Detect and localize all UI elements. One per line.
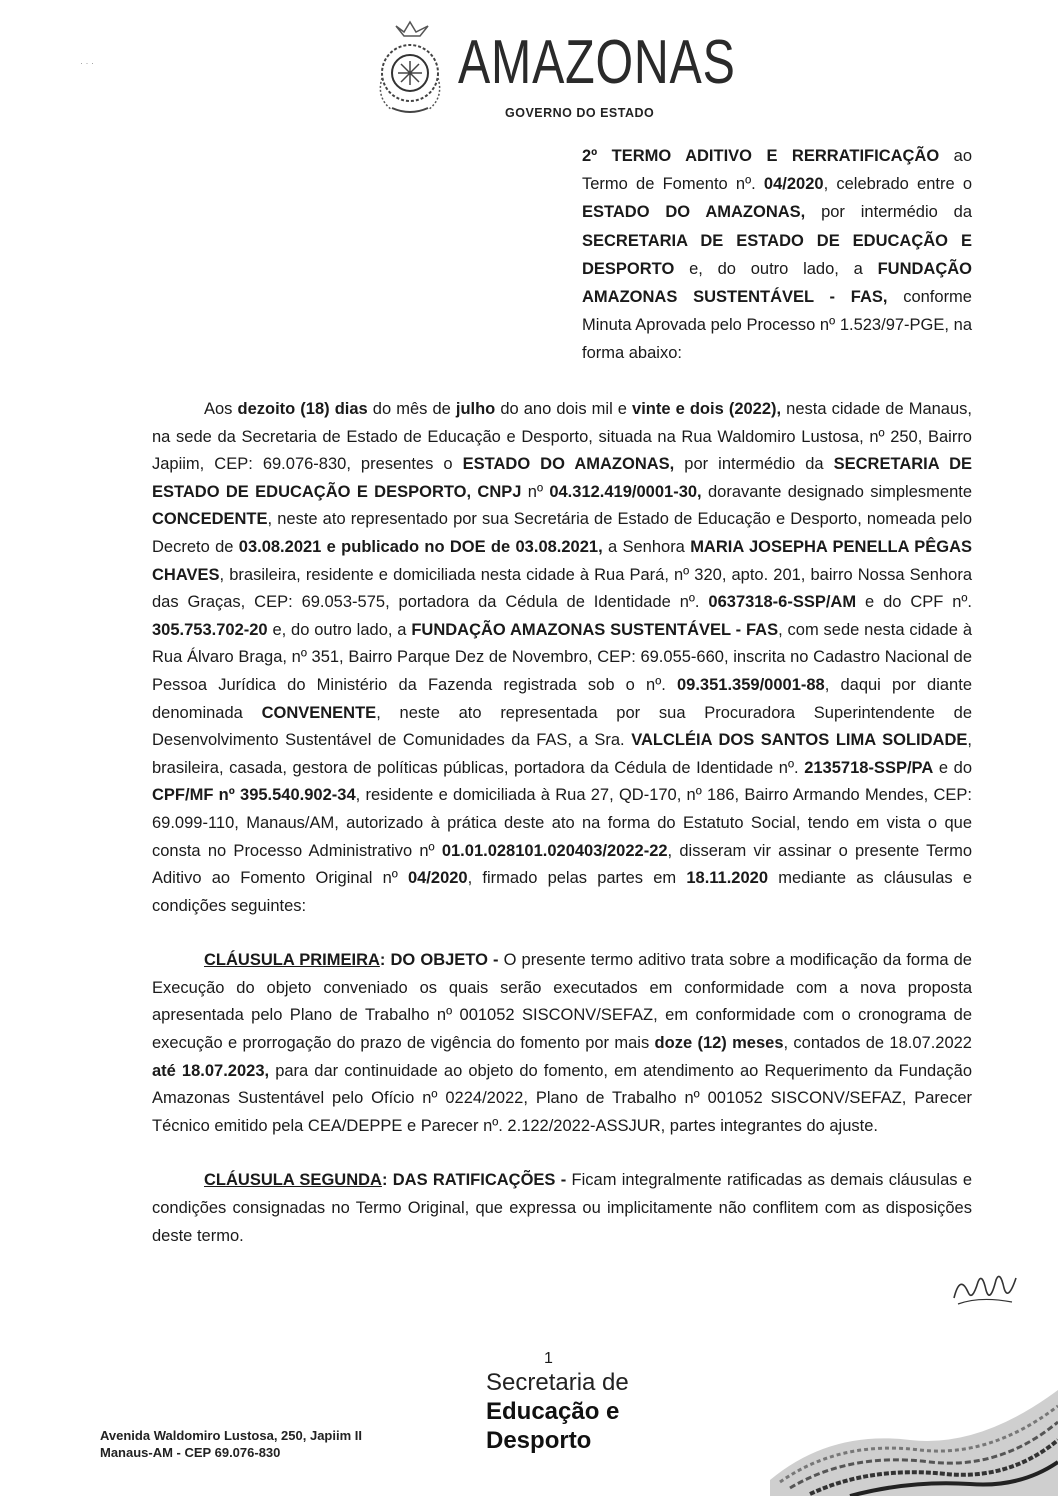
document-body — [152, 396, 972, 1250]
text-span: doravante designado simplesmente — [701, 482, 973, 501]
text-span: para dar continuidade ao objeto do fomento, em atendimento ao Requerimento da Fundação Amazonas Sustentável pelo Ofício nº 0224/2022, Plano de Trabalho nº 001052 SISCONV/SEFAZ, Parecer Técnico emitido pela CEA/DEPPE e Parecer nº. 2.122/2022-ASSJUR, partes integrantes do ajuste. — [152, 1061, 972, 1135]
bold-span: dezoito (18) dias — [237, 400, 368, 418]
bold-span: CPF/MF nº 395.540.902-34 — [152, 786, 356, 805]
clause-title: CLÁUSULA SEGUNDA — [204, 1171, 382, 1190]
page-number: 1 — [544, 1350, 553, 1367]
ementa-text: conforme Minuta Aprovada pelo Processo nº 1.523/97-PGE, na forma abaixo: — [582, 288, 972, 363]
text-span: , disseram vir assinar o presente Termo Aditivo ao Fomento Original nº — [152, 841, 972, 888]
marginal-marks: · · · — [80, 58, 94, 68]
text-span: por intermédio da — [674, 455, 834, 474]
clause-second — [152, 1167, 972, 1250]
text-span: , brasileira, casada, gestora de políticas públicas, portadora da Cédula de Identidade nº. — [152, 731, 972, 777]
text-span: Ficam integralmente ratificadas as demais cláusulas e condições consignadas no Termo Original, que expressa ou implicitamente não conflitem com as disposições deste termo. — [152, 1171, 973, 1245]
bold-span: CONVENENTE — [261, 703, 377, 722]
seduc-logo-line: Educação e — [486, 1398, 620, 1425]
state-brand-name: AMAZONAS — [458, 28, 736, 97]
ementa-text: e, do outro lado, a — [674, 259, 878, 278]
text-span: e, do outro lado, a — [267, 620, 412, 639]
state-coat-of-arms-icon — [370, 18, 450, 118]
text-span: mediante as cláusulas e condições seguintes: — [152, 869, 972, 915]
clause-subtitle: : DO OBJETO - — [379, 951, 499, 970]
text-span: e do — [933, 758, 972, 777]
clause-first — [152, 947, 972, 1140]
ementa-party: FUNDAÇÃO AMAZONAS SUSTENTÁVEL - FAS, — [582, 259, 972, 307]
bold-span: 0637318-6-SSP/AM — [708, 593, 857, 612]
ementa-text: por intermédio da — [805, 203, 972, 222]
bold-span: 2135718-SSP/PA — [804, 758, 934, 777]
text-span: , contados de 18.07.2022 — [783, 1034, 972, 1053]
address-line: Manaus-AM - CEP 69.076-830 — [100, 1445, 281, 1460]
header — [370, 10, 736, 125]
ementa-term-number: 04/2020 — [763, 175, 824, 194]
ementa-party: ESTADO DO AMAZONAS, — [582, 203, 806, 222]
ementa-text: ao Termo de Fomento nº. — [582, 147, 972, 194]
text-span: , daqui por diante denominada — [152, 675, 972, 722]
text-span: do mês de — [367, 400, 456, 418]
text-span: , neste ato representada por sua Procuradora Superintendente de Desenvolvimento Sustentável de Comunidades da FAS, a Sra. — [152, 703, 972, 750]
seduc-logo — [486, 1368, 629, 1455]
text-span: , com sede nesta cidade à Rua Álvaro Braga, nº 351, Bairro Parque Dez de Novembro, CEP: 69.055-660, inscrita no Cadastro Nacional de Pessoa Jurídica do Ministério da Fazenda registrada sob o nº. — [152, 620, 972, 694]
bold-span: vinte e dois (2022), — [632, 400, 782, 418]
ementa — [582, 142, 972, 368]
state-brand-subtitle: GOVERNO DO ESTADO — [505, 106, 655, 120]
text-span: , firmado pelas partes em — [467, 869, 687, 888]
bold-span: SECRETARIA DE ESTADO DE EDUCAÇÃO E DESPORTO, CNPJ — [152, 455, 972, 501]
bold-span: 305.753.702-20 — [152, 620, 268, 639]
bold-span: 03.08.2021 e publicado no DOE de 03.08.2021, — [238, 537, 603, 556]
bold-span: FUNDAÇÃO AMAZONAS SUSTENTÁVEL - FAS — [411, 620, 779, 639]
bold-span: MARIA JOSEPHA PENELLA PÊGAS CHAVES — [152, 537, 973, 584]
ementa-title: 2º TERMO ADITIVO E RERRATIFICAÇÃO — [582, 147, 940, 165]
bold-span: até 18.07.2023, — [152, 1061, 270, 1080]
seduc-logo-line: Secretaria de — [486, 1369, 629, 1396]
address-line: Avenida Waldomiro Lustosa, 250, Japiim II — [100, 1428, 362, 1443]
initials-signature-icon — [950, 1268, 1020, 1310]
text-span: , residente e domiciliada à Rua 27, QD-170, nº 186, Bairro Armando Mendes, CEP: 69.099-110, Manaus/AM, autorizado à prática deste ato na forma do Estatuto Social, tendo em vista o que consta no Processo Administrativo nº — [152, 786, 972, 860]
text-span: Aos — [204, 400, 238, 418]
bold-span: julho — [455, 400, 496, 418]
text-span: O presente termo aditivo trata sobre a modificação da forma de Execução do objeto conveniado os quais serão executados em conformidade com a nova proposta apresentada pelo Plano de Trabalho nº 001052 SISCONV/SEFAZ, em conformidade com o cronograma de execução e prorrogação do prazo de vigência do fomento por mais — [152, 951, 972, 1053]
bold-span: CONCEDENTE — [152, 510, 268, 529]
bold-span: VALCLÉIA DOS SANTOS LIMA SOLIDADE — [631, 731, 968, 750]
footer-wave-graphic-icon — [770, 1370, 1058, 1496]
ementa-party: SECRETARIA DE ESTADO DE EDUCAÇÃO E DESPORTO — [582, 231, 972, 278]
bold-span: 04.312.419/0001-30, — [549, 482, 702, 501]
bold-span: ESTADO DO AMAZONAS, — [462, 455, 675, 474]
text-span: a Senhora — [602, 537, 691, 556]
bold-span: doze (12) meses — [654, 1034, 784, 1053]
text-span: nesta cidade de Manaus, na sede da Secretaria de Estado de Educação e Desporto, situada na Rua Waldomiro Lustosa, nº 250, Bairro Japiim, CEP: 69.076-830, presentes o — [152, 400, 972, 474]
ementa-text: , celebrado entre o — [823, 175, 973, 194]
text-span: , brasileira, residente e domiciliada nesta cidade à Rua Pará, nº 320, apto. 201, bairro Nossa Senhora das Graças, CEP: 69.053-575, portadora da Cédula de Identidade nº. — [152, 565, 972, 612]
seduc-logo-line: Desporto — [486, 1427, 592, 1454]
clause-subtitle: : DAS RATIFICAÇÕES - — [381, 1171, 567, 1190]
text-span: , neste ato representado por sua Secretária de Estado de Educação e Desporto, nomeada pelo Decreto de — [152, 510, 972, 556]
bold-span: 01.01.028101.020403/2022-22 — [441, 841, 668, 860]
text-span: do ano dois mil e — [495, 400, 633, 418]
preamble-paragraph — [152, 396, 972, 920]
bold-span: 18.11.2020 — [686, 869, 769, 888]
footer-address — [100, 1427, 362, 1461]
text-span: nº — [521, 482, 550, 501]
text-span: e do CPF nº. — [856, 593, 973, 612]
bold-span: 09.351.359/0001-88 — [677, 675, 825, 694]
clause-title: CLÁUSULA PRIMEIRA — [204, 951, 380, 970]
bold-span: 04/2020 — [407, 869, 468, 888]
